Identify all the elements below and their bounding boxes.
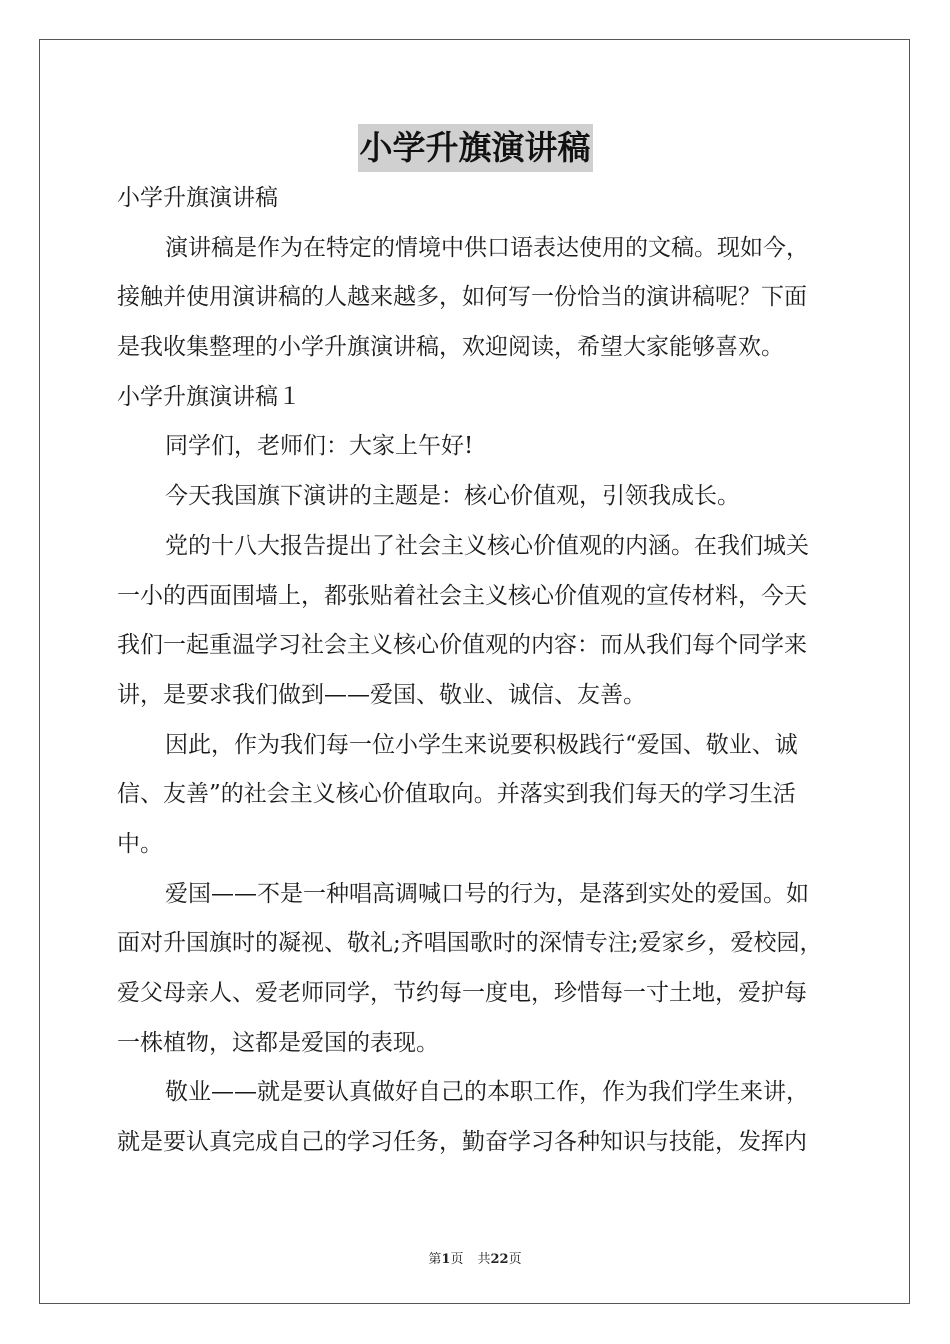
text-line: 接触并使用演讲稿的人越来越多，如何写一份恰当的演讲稿呢？下面 — [117, 284, 807, 311]
text-line: 小学升旗演讲稿 — [117, 185, 278, 211]
text-line: 同学们，老师们：大家上午好! — [165, 433, 474, 460]
text-line: 敬业——就是要认真做好自己的本职工作，作为我们学生来讲， — [165, 1079, 809, 1106]
text-line: 爱父母亲人、爱老师同学，节约每一度电，珍惜每一寸土地，爱护每 — [117, 980, 807, 1006]
text-line: 爱国——不是一种唱高调喊口号的行为，是落到实处的爱国。如 — [165, 880, 809, 907]
text-line: 演讲稿是作为在特定的情境中供口语表达使用的文稿。现如今， — [165, 234, 809, 261]
text-line: 是我收集整理的小学升旗演讲稿，欢迎阅读，希望大家能够喜欢。 — [117, 334, 784, 361]
text-line: 因此，作为我们每一位小学生来说要积极践行“爱国、敬业、诚 — [165, 731, 798, 758]
page-current: 1 — [441, 1252, 451, 1267]
total-suffix: 页 — [508, 1252, 522, 1267]
text-line: 一株植物，这都是爱国的表现。 — [117, 1029, 439, 1056]
title-container — [0, 124, 950, 172]
text-line: 信、友善”的社会主义核心价值取向。并落实到我们每天的学习生活 — [117, 781, 796, 808]
page-total: 22 — [490, 1252, 509, 1267]
document-body — [117, 174, 857, 1168]
text-line: 我们一起重温学习社会主义核心价值观的内容：而从我们每个同学来 — [117, 632, 807, 659]
document-title: 小学升旗演讲稿 — [358, 124, 593, 172]
total-prefix: 共 — [477, 1252, 491, 1267]
text-line: 就是要认真完成自己的学习任务，勤奋学习各种知识与技能，发挥内 — [117, 1129, 807, 1156]
text-line: 中。 — [117, 830, 163, 857]
text-line: 党的十八大报告提出了社会主义核心价值观的内涵。在我们城关 — [165, 532, 809, 559]
page-footer — [0, 1248, 950, 1267]
section-heading: 小学升旗演讲稿１ — [117, 383, 301, 410]
page-prefix: 第 — [428, 1252, 442, 1267]
text-line: 面对升国旗时的凝视、敬礼;齐唱国歌时的深情专注;爱家乡，爱校园， — [117, 930, 823, 957]
text-line: 一小的西面围墙上，都张贴着社会主义核心价值观的宣传材料，今天 — [117, 582, 807, 609]
page-suffix: 页 — [450, 1252, 464, 1267]
text-line: 讲，是要求我们做到——爱国、敬业、诚信、友善。 — [117, 681, 646, 708]
text-line: 今天我国旗下演讲的主题是：核心价值观，引领我成长。 — [165, 483, 740, 510]
